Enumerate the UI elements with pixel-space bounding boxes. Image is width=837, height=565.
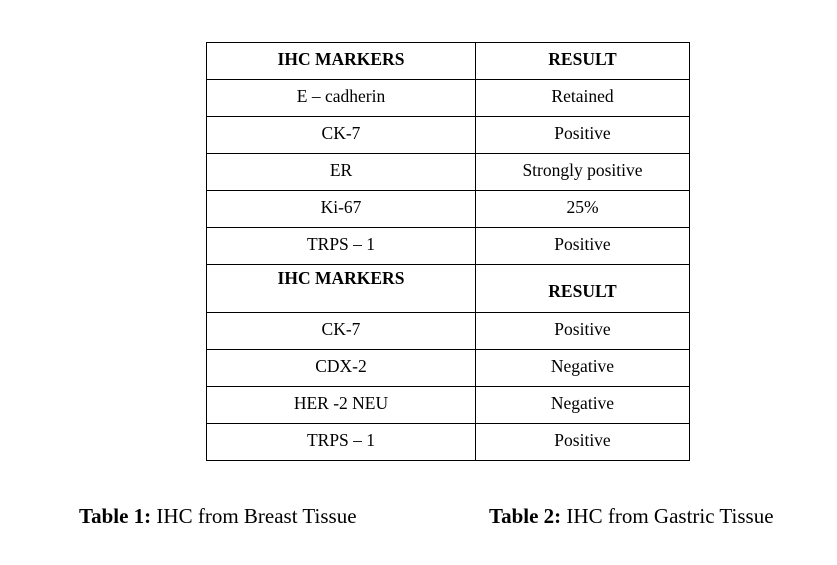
header-result: RESULT [476,265,690,313]
marker-cell: TRPS – 1 [207,228,476,265]
table-row [207,191,690,228]
marker-cell: CK-7 [207,117,476,154]
caption-label: Table 2: [489,504,562,528]
header-result: RESULT [476,43,690,80]
result-cell: Negative [476,350,690,387]
marker-cell: TRPS – 1 [207,424,476,461]
result-cell: Retained [476,80,690,117]
result-cell: Strongly positive [476,154,690,191]
marker-cell: CK-7 [207,313,476,350]
table-row [207,80,690,117]
table-row [207,154,690,191]
table-1-caption [79,504,357,529]
result-cell: Positive [476,424,690,461]
marker-cell: HER -2 NEU [207,387,476,424]
result-cell: Negative [476,387,690,424]
marker-cell: CDX-2 [207,350,476,387]
header-ihc-markers: IHC MARKERS [207,265,476,313]
table-header-row [207,265,690,313]
table-row [207,350,690,387]
header-ihc-markers: IHC MARKERS [207,43,476,80]
ihc-markers-table [206,42,690,461]
table-row [207,424,690,461]
marker-cell: ER [207,154,476,191]
caption-text: IHC from Breast Tissue [151,504,357,528]
result-cell: Positive [476,228,690,265]
table-row [207,117,690,154]
marker-cell: E – cadherin [207,80,476,117]
result-cell: Positive [476,117,690,154]
caption-text: IHC from Gastric Tissue [561,504,774,528]
table-row [207,228,690,265]
result-cell: Positive [476,313,690,350]
table-row [207,387,690,424]
result-cell: 25% [476,191,690,228]
table-header-row [207,43,690,80]
caption-label: Table 1: [79,504,152,528]
table-row [207,313,690,350]
marker-cell: Ki-67 [207,191,476,228]
table-2-caption [489,504,774,529]
